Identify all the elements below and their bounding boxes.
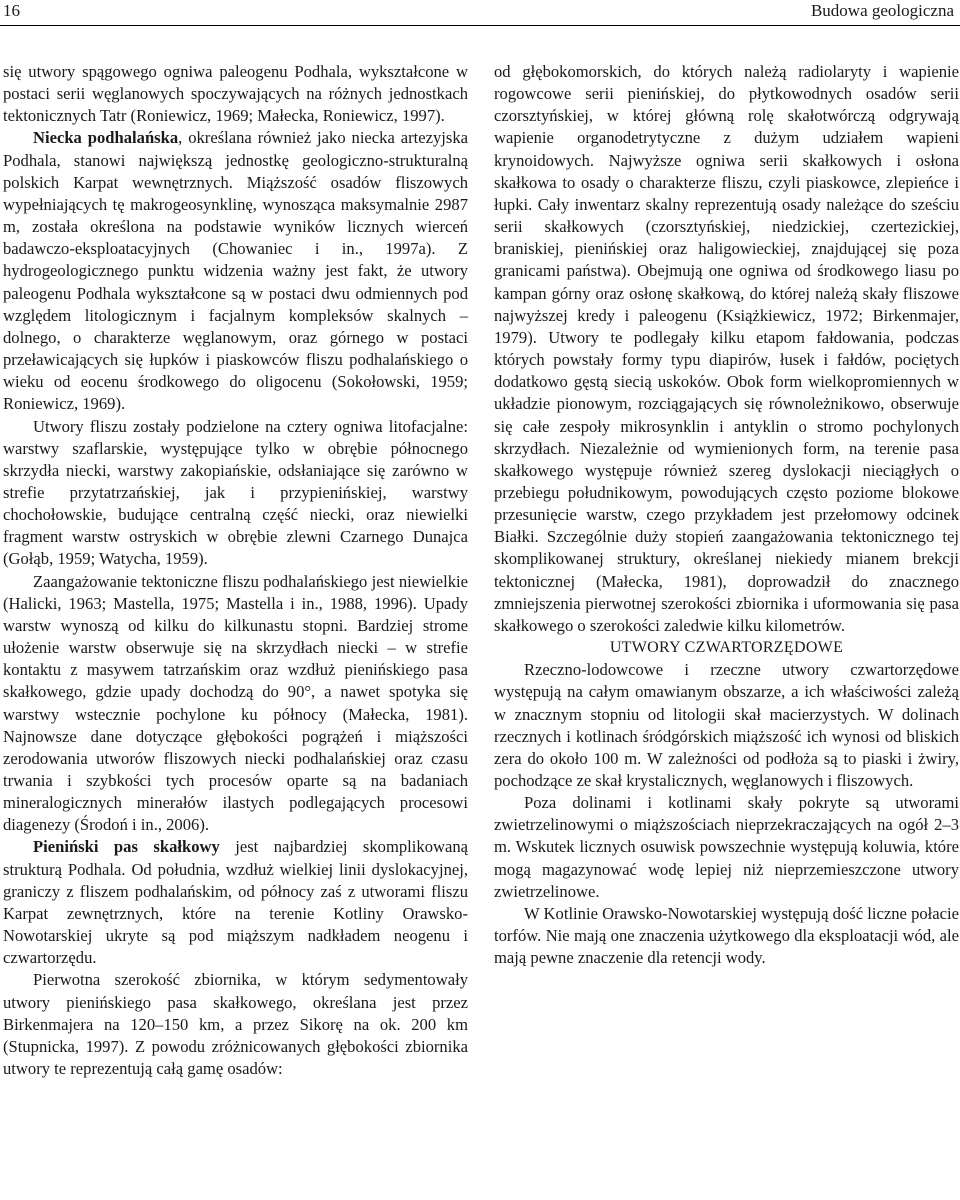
paragraph: od głębokomorskich, do których należą radiolaryty i wapienie rogowcowe serii pienińskiej, do płytkowodnych osadów serii czorsztyńskiej, w której główną rolę skałotwórczą odgrywają wapienie organodetrytyczne z dużym udziałem wapieni krynoidowych. Najwyższe ogniwa serii skałkowych i osłona skałkowa to osady o charakterze fliszu, czyli piaskowce, zlepieńce i łupki. Cały inwentarz skalny reprezentują osady należące do sześciu serii skałkowych (czorsztyńskiej, niedzickiej, czertezickiej, braniskiej, pienińskiej oraz haligowieckiej, znajdującej się poza granicami państwa). Obejmują one ogniwa od środkowego liasu po kampan górny oraz osłonę skałkową, do której należą skały fliszowe najwyższej kredy i paleogenu (Książkiewicz, 1972; Birkenmajer, 1979). Utwory te podlegały kilku etapom fałdowania, podczas których powstały formy typu diapirów, łusek i fałdów, pociętych dodatkowo gęstą siecią uskoków. Obok form wielkopromiennych w układzie pionowym, rozciągających się równoleżnikowo, obserwuje się całe zespoły mikrosynklin i antyklin o stromo pochylonych skrzydłach. Niezależnie od wymienionych form, na terenie pasa skałkowego występuje również szereg dyslokacji nieciągłych o przebiegu południkowym, powodujących często poziome blokowe przesunięcie warstw, czego przykładem jest przełomowy odcinek Białki. Szczególnie duży stopień zaangażowania tektonicznego tej skomplikowanej struktury, określanej niekiedy mianem brekcji tektonicznej (Małecka, 1981), doprowadził do znacznego zmniejszenia pierwotnej szerokości zbiornika i uformowania się pasa skałkowego o szerokości zaledwie kilku kilometrów.	[494, 62, 959, 635]
page-number: 16	[3, 1, 20, 20]
header-rule	[0, 25, 960, 26]
bold-term: Niecka podhalańska	[33, 128, 179, 148]
right-column	[494, 61, 959, 969]
paragraph	[3, 836, 468, 969]
section-title: UTWORY CZWARTORZĘDOWE	[609, 639, 844, 657]
paragraph-text: jest najbardziej skomplikowaną strukturą Podhala. Od południa, wzdłuż wielkiej linii dyslokacyjnej, graniczy z fliszem podhalańskim, od północy zaś z utworami fliszu Karpat zewnętrznych, które na terenie Kotliny Orawsko-Nowotarskiej ukryte są pod miąższym nadkładem neogenu i czwartorzędu.	[3, 837, 468, 968]
paragraph: W Kotlinie Orawsko-Nowotarskiej występują dość liczne połacie torfów. Nie mają one znaczenia użytkowego dla eksploatacji wód, ale mają pewne znaczenie dla retencji wody.	[494, 903, 959, 968]
paragraph: Poza dolinami i kotlinami skały pokryte są utworami zwietrzelinowymi o miąższościach nieprzekraczających na ogół 2–3 m. Wskutek licznych osuwisk powszechnie występują koluwia, które mogą magazynować wodę lepiej niż nieprzemieszczone utwory zwietrzelinowe.	[494, 793, 959, 901]
bold-term: Pieniński pas skałkowy	[33, 837, 220, 857]
page-header	[0, 0, 960, 26]
paragraph: się utwory spągowego ogniwa paleogenu Podhala, wykształcone w postaci serii węglanowych spoczywających na różnych jednostkach tektonicznych Tatr (Roniewicz, 1969; Małecka, Roniewicz, 1997).	[3, 62, 468, 126]
paragraph: Rzeczno-lodowcowe i rzeczne utwory czwartorzędowe występują na całym omawianym obszarze, a ich właściwości zależą w znacznym stopniu od litologii skał macierzystych. W dolinach rzecznych i kotlinach śródgórskich miąższość ich wynosi od bliskich zera do około 100 m. W zależności od podłoża są to piaski i żwiry, pochodzące ze skał krystalicznych, węglanowych i fliszowych.	[494, 660, 959, 790]
left-column	[3, 61, 468, 1080]
paragraph: Pierwotna szerokość zbiornika, w którym sedymentowały utwory pienińskiego pasa skałkowego, określana jest przez Birkenmajera na 120–150 km, a przez Sikorę na ok. 200 km (Stupnicka, 1997). Z powodu zróżnicowanych głębokości zbiornika utwory te reprezentują całą gamę osadów:	[3, 970, 468, 1079]
paragraph: Utwory fliszu zostały podzielone na cztery ogniwa litofacjalne: warstwy szaflarskie, występujące tylko w obrębie północnego skrzydła niecki, warstwy zakopiańskie, odsłaniające się zarówno w strefie przytatrzańskiej, jak i przypienińskiej, warstwy chochołowskie, budujące centralną część niecki, oraz niewielki fragment warstw ostryskich w obrębie zlewni Czarnego Dunajca (Gołąb, 1959; Watycha, 1959).	[3, 416, 468, 569]
paragraph: Zaangażowanie tektoniczne fliszu podhalańskiego jest niewielkie (Halicki, 1963; Mastella, 1975; Mastella i in., 1988, 1996). Upady warstw wynoszą od kilku do kilkunastu stopni. Bardziej strome ułożenie warstw obserwuje się na skrzydłach niecki – w strefie kontaktu z masywem tatrzańskim oraz wzdłuż pienińskiego pasa skałkowego, gdzie upady dochodzą do 90°, a nawet spotyka się warstwy wstecznie pochylone ku północy (Małecka, 1981). Najnowsze dane dotyczące głębokości pogrążeń i miąższości zerodowania utworów fliszowych niecki podhalańskiej oraz czasu trwania i szybkości tych procesów oparte są na badaniach mineralogicznych minerałów ilastych podlegających procesowi diagenezy (Środoń i in., 2006).	[3, 571, 468, 835]
paragraph	[3, 127, 468, 415]
running-title: Budowa geologiczna	[810, 1, 954, 20]
paragraph-text: , określana również jako niecka artezyjska Podhala, stanowi największą jednostkę geologiczno-strukturalną polskich Karpat wewnętrznych. Miąższość osadów fliszowych wypełniających tę makrogeosynklinę, wynosząca maksymalnie 2987 m, została określona na podstawie wyników licznych wierceń badawczo-eksploatacyjnych (Chowaniec i in., 1997a). Z hydrogeologicznego punktu widzenia ważny jest fakt, że utwory paleogenu Podhala wykształcone są w postaci dwu odmiennych pod względem litologicznym i facjalnym kompleksów skalnych – dolnego, o charakterze węglanowym, oraz górnego w postaci przeławicających się łupków i piaskowców fliszu podhalańskiego o wieku od eocenu środkowego do oligocenu (Sokołowski, 1959; Roniewicz, 1969).	[3, 128, 468, 414]
